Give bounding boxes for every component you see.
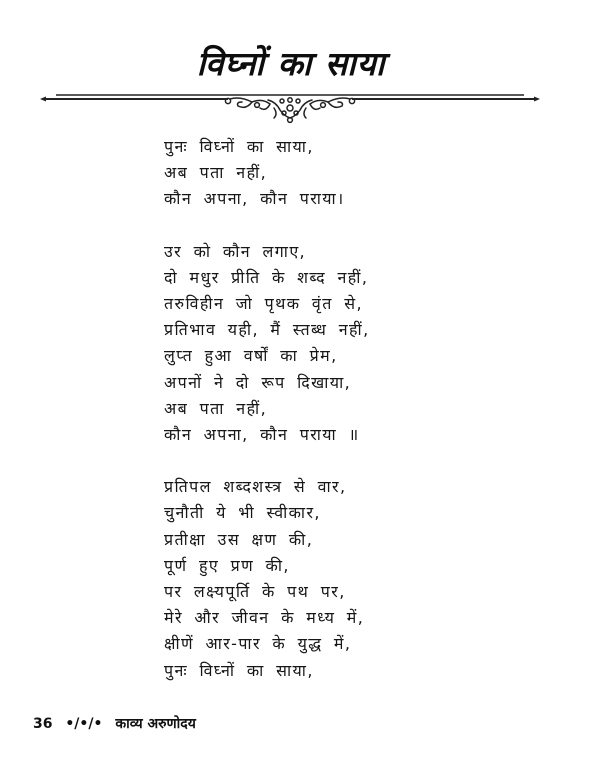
footer-separator: •/•/• bbox=[65, 716, 103, 732]
page-number: 36 bbox=[33, 716, 53, 732]
stanza-3 bbox=[164, 474, 370, 684]
poem-line: अब पता नहीं, bbox=[164, 398, 268, 418]
poem-line: मेरे और जीवन के मध्य में, bbox=[164, 608, 365, 628]
poem-line: पुनः विघ्नों का साया, bbox=[164, 660, 314, 680]
poem-line: प्रतिपल शब्दशस्त्र से वार, bbox=[164, 477, 347, 497]
poem-line: पुनः विघ्नों का साया, bbox=[164, 137, 314, 156]
poem-line: कौन अपना, कौन पराया ॥ bbox=[164, 425, 360, 445]
poem-line: चुनौती ये भी स्वीकार, bbox=[164, 503, 321, 523]
poem-line: पूर्ण हुए प्रण की, bbox=[164, 555, 290, 575]
poem-line: तरुविहीन जो पृथक वृंत से, bbox=[164, 294, 363, 314]
poem-body bbox=[164, 134, 370, 710]
poem-title: विघ्नों का साया bbox=[196, 44, 386, 83]
poem-line: उर को कौन लगाए, bbox=[164, 241, 307, 261]
poem-line: प्रतिभाव यही, मैं स्तब्ध नहीं, bbox=[164, 320, 370, 340]
book-title: काव्य अरुणोदय bbox=[115, 716, 196, 732]
decorative-scroll-rule-icon bbox=[40, 90, 540, 126]
poem-line: कौन अपना, कौन पराया। bbox=[164, 189, 345, 209]
stanza-2 bbox=[164, 239, 370, 449]
poem-line: क्षीणें आर-पार के युद्ध में, bbox=[164, 634, 352, 654]
page-footer bbox=[33, 714, 204, 733]
poem-line: पर लक्ष्यपूर्ति के पथ पर, bbox=[164, 582, 346, 602]
poem-line: दो मधुर प्रीति के शब्द नहीं, bbox=[164, 267, 369, 287]
poem-line: प्रतीक्षा उस क्षण की, bbox=[164, 529, 314, 549]
poem-line: अपनों ने दो रूप दिखाया, bbox=[164, 372, 352, 392]
poem-line: लुप्त हुआ वर्षों का प्रेम, bbox=[164, 346, 338, 366]
poem-line: अब पता नहीं, bbox=[164, 163, 268, 183]
stanza-1 bbox=[164, 134, 370, 213]
